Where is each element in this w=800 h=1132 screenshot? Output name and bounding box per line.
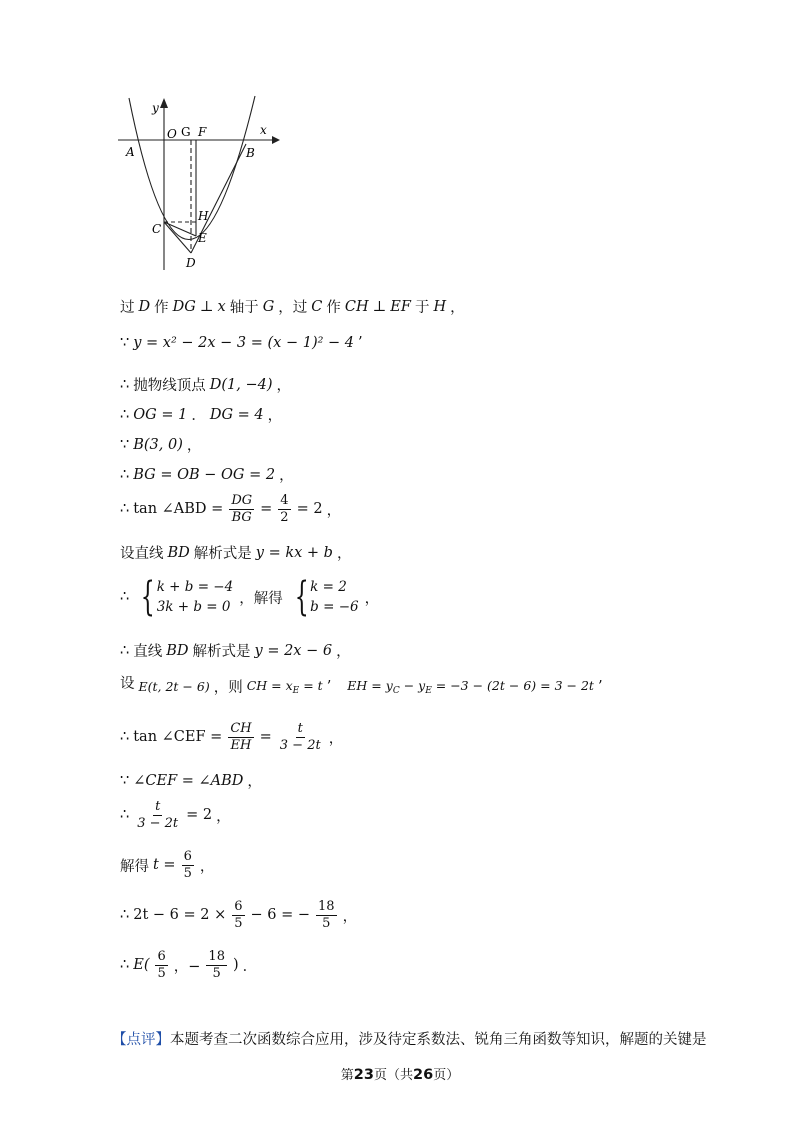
text-segment: ，解得 [239, 590, 283, 607]
solution-line-2 [120, 335, 363, 351]
text-segment: 于 [414, 300, 430, 316]
math-part: = −3 − (2t − 6) = 3 − 2t [435, 677, 594, 693]
therefore-symbol: ∴ [120, 907, 130, 924]
math-expression: y = 2x − 6 [254, 642, 333, 659]
parabola-curve [129, 96, 255, 240]
punctuation: ， [216, 808, 231, 825]
math-part: = t [303, 677, 323, 693]
review-comment [112, 1028, 707, 1049]
fraction-denominator: 3 − 2t [137, 815, 179, 831]
solution-line-1 [120, 296, 465, 317]
punctuation: ’ [358, 335, 363, 351]
punctuation: ，− [173, 958, 201, 975]
fraction-numerator: DG [231, 493, 253, 508]
math-point-c: C [311, 298, 323, 315]
text-segment: ，过 [278, 300, 308, 316]
equation-row: 3k + b = 0 [156, 599, 231, 615]
fraction-numerator: t [297, 721, 303, 736]
punctuation: ’ [597, 678, 603, 695]
solution-line-9 [120, 574, 380, 620]
therefore-symbol: ∴ [120, 957, 130, 974]
therefore-symbol: ∴ [120, 807, 130, 824]
fraction [182, 850, 194, 880]
because-symbol: ∵ [120, 335, 130, 351]
text-segment: 抛物线顶点 [133, 378, 206, 394]
solution-line-15 [120, 850, 214, 880]
x-axis-arrow [272, 136, 280, 144]
punctuation: ， [326, 502, 342, 519]
fraction [228, 722, 253, 752]
fraction-denominator: 5 [322, 915, 331, 931]
solution-line-8 [120, 542, 351, 563]
line-cd [164, 222, 191, 253]
math-expression: = 2 [296, 501, 323, 518]
math-expression: tan ∠ABD = [133, 501, 224, 518]
fraction [206, 950, 227, 980]
math-expression: DG = 4 [209, 406, 264, 423]
punctuation: ， [267, 408, 283, 424]
punctuation: ， [342, 908, 358, 925]
label-b: B [246, 146, 255, 160]
footer-text: 页） [433, 1068, 460, 1083]
punctuation: ， [336, 644, 351, 660]
label-h: H [198, 209, 209, 223]
math-segment-bd: BD [167, 544, 190, 561]
math-expression: OG = 1 [133, 406, 188, 423]
punctuation: ． [242, 958, 258, 975]
solution-line-3 [120, 374, 291, 395]
parabola-figure [112, 92, 292, 278]
punctuation: ， [279, 468, 294, 484]
fraction-denominator: EH [230, 737, 252, 753]
fraction [232, 900, 244, 930]
math-point-h: H [433, 298, 447, 315]
math-perp-symbol: ⊥ [199, 298, 214, 315]
math-perp-symbol: ⊥ [372, 298, 387, 315]
math-part: CH = x [246, 677, 293, 693]
solution-line-7 [120, 494, 341, 524]
text-segment: ， [450, 300, 465, 316]
equation-row: k = 2 [310, 579, 347, 595]
math-expression: ) [232, 957, 239, 974]
text-segment: 作 [326, 300, 341, 316]
solution-line-6 [120, 464, 294, 485]
solution-line-11 [120, 676, 603, 697]
math-expression: E( [133, 957, 150, 974]
math-expression: E(t, 2t − 6) [138, 679, 210, 694]
solution-line-13 [120, 770, 262, 791]
text-segment: 过 [120, 300, 135, 316]
fraction-numerator: 18 [208, 949, 225, 964]
equation-system: { k + b = −4 3k + b = 0 [140, 574, 234, 620]
solution-line-17 [120, 950, 257, 980]
y-axis-arrow [160, 98, 168, 108]
punctuation: ， [199, 858, 215, 875]
subscript: E [292, 685, 300, 696]
punctuation: ， [276, 378, 291, 394]
page-number: 23 [353, 1067, 374, 1083]
footer-text: 第 [340, 1068, 354, 1083]
math-var-x: x [217, 298, 226, 315]
label-f: F [198, 125, 207, 139]
math-segment-bd: BD [166, 642, 189, 659]
math-segment-dg: DG [172, 298, 196, 315]
fraction [316, 900, 337, 930]
math-point-g: G [262, 298, 275, 315]
punctuation: ’ [326, 678, 332, 695]
fraction-numerator: 4 [280, 493, 289, 508]
text-segment: 直线 [133, 644, 163, 660]
text-segment: 设 [120, 676, 135, 692]
punctuation: ． [191, 408, 206, 424]
solution-line-14 [120, 800, 231, 830]
solution-line-10 [120, 640, 351, 661]
text-segment: 设直线 [120, 546, 164, 562]
fraction-denominator: 5 [183, 865, 192, 881]
fraction-numerator: 6 [234, 899, 243, 914]
solution-line-16 [120, 900, 357, 930]
math-eh-expression [347, 678, 594, 696]
label-a: A [126, 145, 135, 159]
math-part: − y [403, 677, 426, 693]
math-ch-expression [247, 678, 323, 696]
solution-system: { k = 2 b = −6 [294, 574, 359, 620]
punctuation: ， [247, 774, 262, 790]
fraction-denominator: 5 [212, 965, 221, 981]
therefore-symbol: ∴ [120, 501, 130, 518]
solution-line-5 [120, 434, 201, 455]
fraction [229, 494, 254, 524]
fraction-numerator: 6 [183, 849, 192, 864]
fraction-numerator: 6 [157, 949, 166, 964]
math-expression: BG = OB − OG = 2 [133, 466, 276, 483]
fraction-denominator: 2 [280, 509, 289, 525]
because-symbol: ∵ [120, 772, 130, 789]
fraction-denominator: 5 [234, 915, 243, 931]
therefore-symbol: ∴ [120, 376, 130, 393]
text-segment: 轴于 [229, 300, 259, 316]
fraction-numerator: t [155, 799, 161, 814]
fraction [155, 950, 167, 980]
punctuation: ， [328, 730, 344, 747]
therefore-symbol: ∴ [120, 729, 130, 746]
solution-line-4 [120, 404, 282, 425]
fraction-denominator: 3 − 2t [279, 737, 321, 753]
label-o: O [167, 127, 177, 141]
text-segment: 解析式是 [193, 546, 252, 562]
punctuation: ， [336, 546, 352, 562]
review-text: 本题考查二次函数综合应用，涉及待定系数法、锐角三角函数等知识，解题的关键是 [170, 1032, 707, 1048]
fraction-numerator: CH [230, 721, 252, 736]
therefore-symbol: ∴ [120, 642, 130, 659]
math-segment-ch: CH [344, 298, 369, 315]
math-expression: D(1, −4) [209, 376, 273, 393]
because-symbol: ∵ [120, 436, 130, 453]
math-expression: = 2 [186, 807, 213, 824]
fraction-numerator: 18 [318, 899, 335, 914]
label-c: C [152, 222, 162, 236]
math-expression: − 6 = − [250, 907, 311, 924]
review-tag: 【点评】 [112, 1032, 170, 1048]
math-part: EH = y [347, 677, 393, 693]
math-segment-ef: EF [390, 298, 411, 315]
therefore-symbol: ∴ [120, 466, 130, 483]
label-d: D [186, 256, 196, 270]
solution-line-12 [120, 722, 343, 752]
subscript: E [425, 685, 432, 696]
text-segment: 解得 [120, 858, 149, 875]
punctuation: ， [364, 590, 380, 607]
fraction [278, 494, 290, 524]
page-footer [0, 1064, 800, 1083]
math-expression: y = kx + b [255, 544, 333, 561]
punctuation: ， [186, 438, 202, 454]
equation-row: b = −6 [310, 599, 359, 615]
footer-text: 页（共 [373, 1068, 413, 1083]
label-y: y [152, 101, 159, 115]
fraction-denominator: BG [231, 509, 252, 525]
label-g: G [181, 125, 191, 139]
label-e: E [198, 231, 207, 245]
math-expression: tan ∠CEF = [133, 729, 223, 746]
text-segment: 作 [154, 300, 169, 316]
page-total: 26 [413, 1067, 434, 1083]
fraction [278, 722, 323, 752]
math-expression: y = x² − 2x − 3 = (x − 1)² − 4 [133, 335, 355, 351]
text-segment: ，则 [213, 680, 243, 696]
therefore-symbol: ∴ [120, 406, 130, 423]
math-expression: t = [153, 857, 176, 874]
text-segment: 解析式是 [192, 644, 251, 660]
label-x: x [260, 123, 267, 137]
fraction [135, 800, 180, 830]
equals-sign: = [259, 729, 272, 746]
math-expression: B(3, 0) [133, 436, 183, 453]
equation-row: k + b = −4 [156, 579, 234, 595]
math-point-d: D [138, 298, 151, 315]
therefore-symbol: ∴ [120, 589, 130, 605]
math-expression: 2t − 6 = 2 × [133, 907, 227, 924]
subscript: C [392, 685, 400, 696]
math-expression: ∠CEF = ∠ABD [133, 772, 244, 789]
fraction-denominator: 5 [157, 965, 166, 981]
equals-sign: = [260, 501, 273, 518]
